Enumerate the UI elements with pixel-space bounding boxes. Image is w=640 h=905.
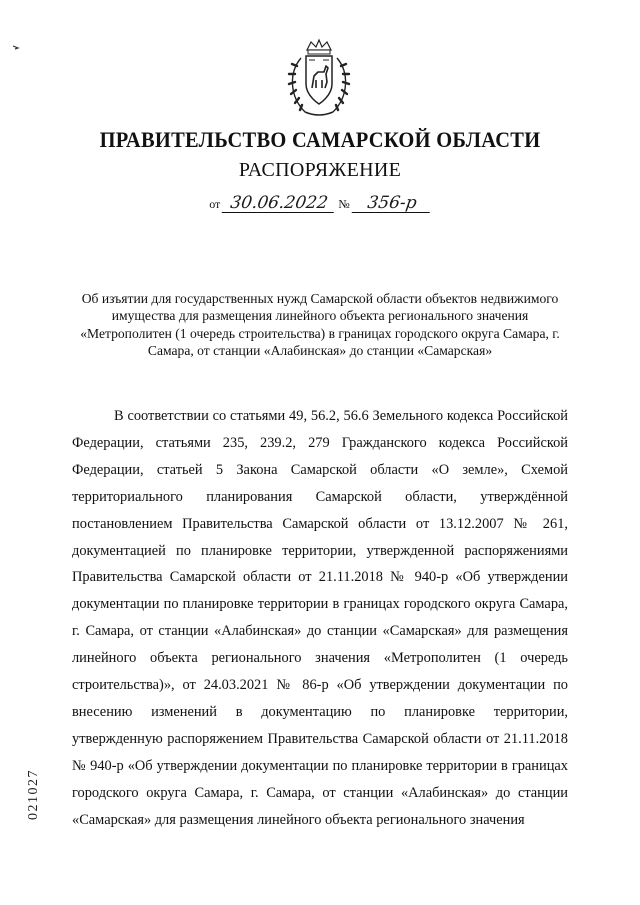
government-title: ПРАВИТЕЛЬСТВО САМАРСКОЙ ОБЛАСТИ	[99, 127, 541, 152]
samara-region-coat-of-arms-icon	[283, 38, 355, 120]
document-subject: Об изъятии для государственных нужд Самарской области объектов недвижимого имущества для размещения линейного объекта регионального значения «Метрополитен (1 очередь строительства) в границах городского округа Самара, г. Самара, от станции «Алабинская» до станции «Самарская»	[80, 291, 560, 358]
handwritten-date: 30.06.2022	[222, 194, 337, 213]
number-prefix: №	[338, 197, 350, 211]
pen-mark-icon	[12, 44, 20, 50]
date-prefix: от	[209, 197, 221, 211]
document-type: РАСПОРЯЖЕНИЕ	[238, 159, 402, 181]
body-paragraph: В соответствии со статьями 49, 56.2, 56.6 Земельного кодекса Российской Федерации, статьями 235, 239.2, 279 Гражданского кодекса Российской Федерации, статьей 5 Закона Самарской области «О земле», Схемой территориального планирования Самарской области, утверждённой постановлением Правительства Самарской области от 13.12.2007 № 261, документацией по планировке территории, утвержденной распоряжениями Правительства Самарской области от 21.11.2018 № 940-р «Об утверждении документации по планировке территории в границах городского округа Самара, г. Самара, от станции «Алабинская» до станции «Самарская» для размещения линейного объекта регионального значения «Метрополитен (1 очередь строительства)», от 24.03.2021 № 86-р «Об утверждении документации по внесению изменений в документацию по планировке территории, утвержденную распоряжением Правительства Самарской области от 21.11.2018 № 940-р «Об утверждении документации по планировке территории в границах городского округа Самара, г. Самара, от станции «Алабинская» до станции «Самарская» для размещения линейного объекта регионального значения	[72, 408, 568, 828]
margin-serial-number: 021027	[26, 769, 41, 820]
date-number-line	[0, 194, 640, 213]
handwritten-number: 356-р	[351, 194, 432, 213]
